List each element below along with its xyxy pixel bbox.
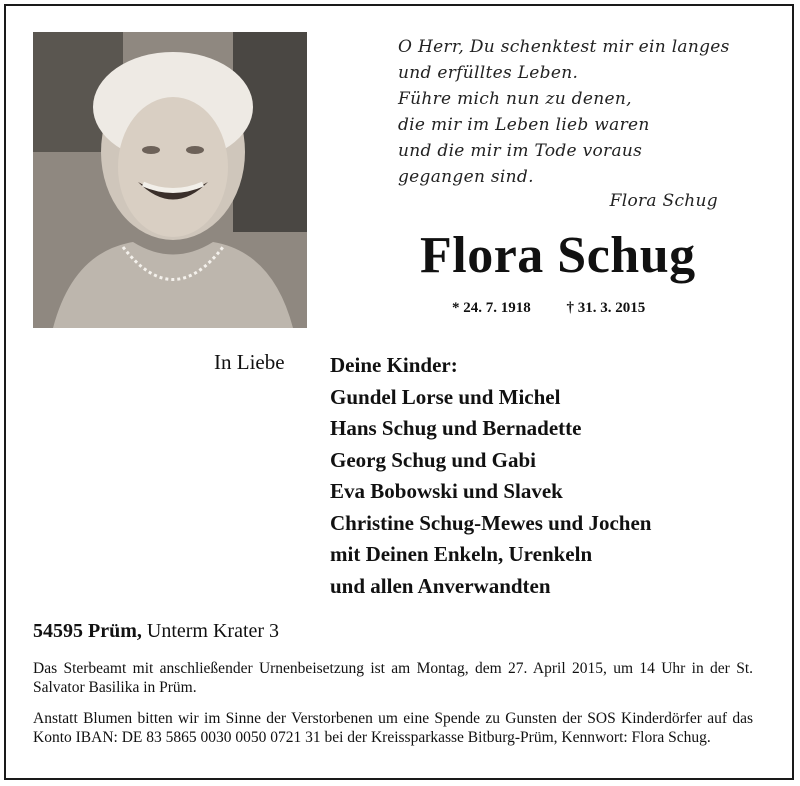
life-dates <box>452 300 645 317</box>
handwritten-signature: Flora Schug <box>609 191 718 211</box>
quote-line: und erfülltes Leben. <box>398 63 579 83</box>
family-heading: Deine Kinder: <box>330 353 458 377</box>
family-list <box>330 350 651 602</box>
in-liebe-label: In Liebe <box>214 350 285 374</box>
quote-line: gegangen sind. <box>398 167 534 187</box>
family-member: und allen Anverwandten <box>330 573 551 598</box>
portrait-photo <box>33 32 307 328</box>
quote-line: die mir im Leben lieb waren <box>398 115 650 135</box>
address-town: 54595 Prüm, <box>33 620 142 642</box>
address-street: Unterm Krater 3 <box>146 620 280 642</box>
donation-notice: Anstatt Blumen bitten wir im Sinne der Verstorbenen um eine Spende zu Gunsten der SOS Kinderdörfer auf das Konto IBAN: DE 83 5865 0030 0050 0721 31 bei der Kreissparkasse Bitburg-Prüm, Kennwort: Flora Schug. <box>33 710 753 746</box>
quote-line: und die mir im Tode voraus <box>398 141 643 161</box>
family-member: mit Deinen Enkeln, Urenkeln <box>330 542 593 566</box>
quote-line: Führe mich nun zu denen, <box>398 89 632 109</box>
address <box>33 620 279 643</box>
birth-date: * 24. 7. 1918 <box>452 300 531 316</box>
portrait-illustration <box>33 32 307 328</box>
funeral-notice: Das Sterbeamt mit anschließender Urnenbeisetzung ist am Montag, dem 27. April 2015, um 14 Uhr in der St. Salvator Basilika in Prüm. <box>33 660 753 696</box>
family-member: Hans Schug und Bernadette <box>330 416 582 440</box>
deceased-name: Flora Schug <box>420 227 696 284</box>
family-member: Christine Schug-Mewes und Jochen <box>330 510 652 535</box>
family-member: Eva Bobowski und Slavek <box>330 479 563 503</box>
family-member: Georg Schug und Gabi <box>330 447 536 472</box>
quote-line: O Herr, Du schenktest mir ein langes <box>398 37 730 57</box>
family-member: Gundel Lorse und Michel <box>330 384 561 409</box>
handwritten-quote <box>398 34 748 214</box>
death-date: † 31. 3. 2015 <box>566 300 646 316</box>
